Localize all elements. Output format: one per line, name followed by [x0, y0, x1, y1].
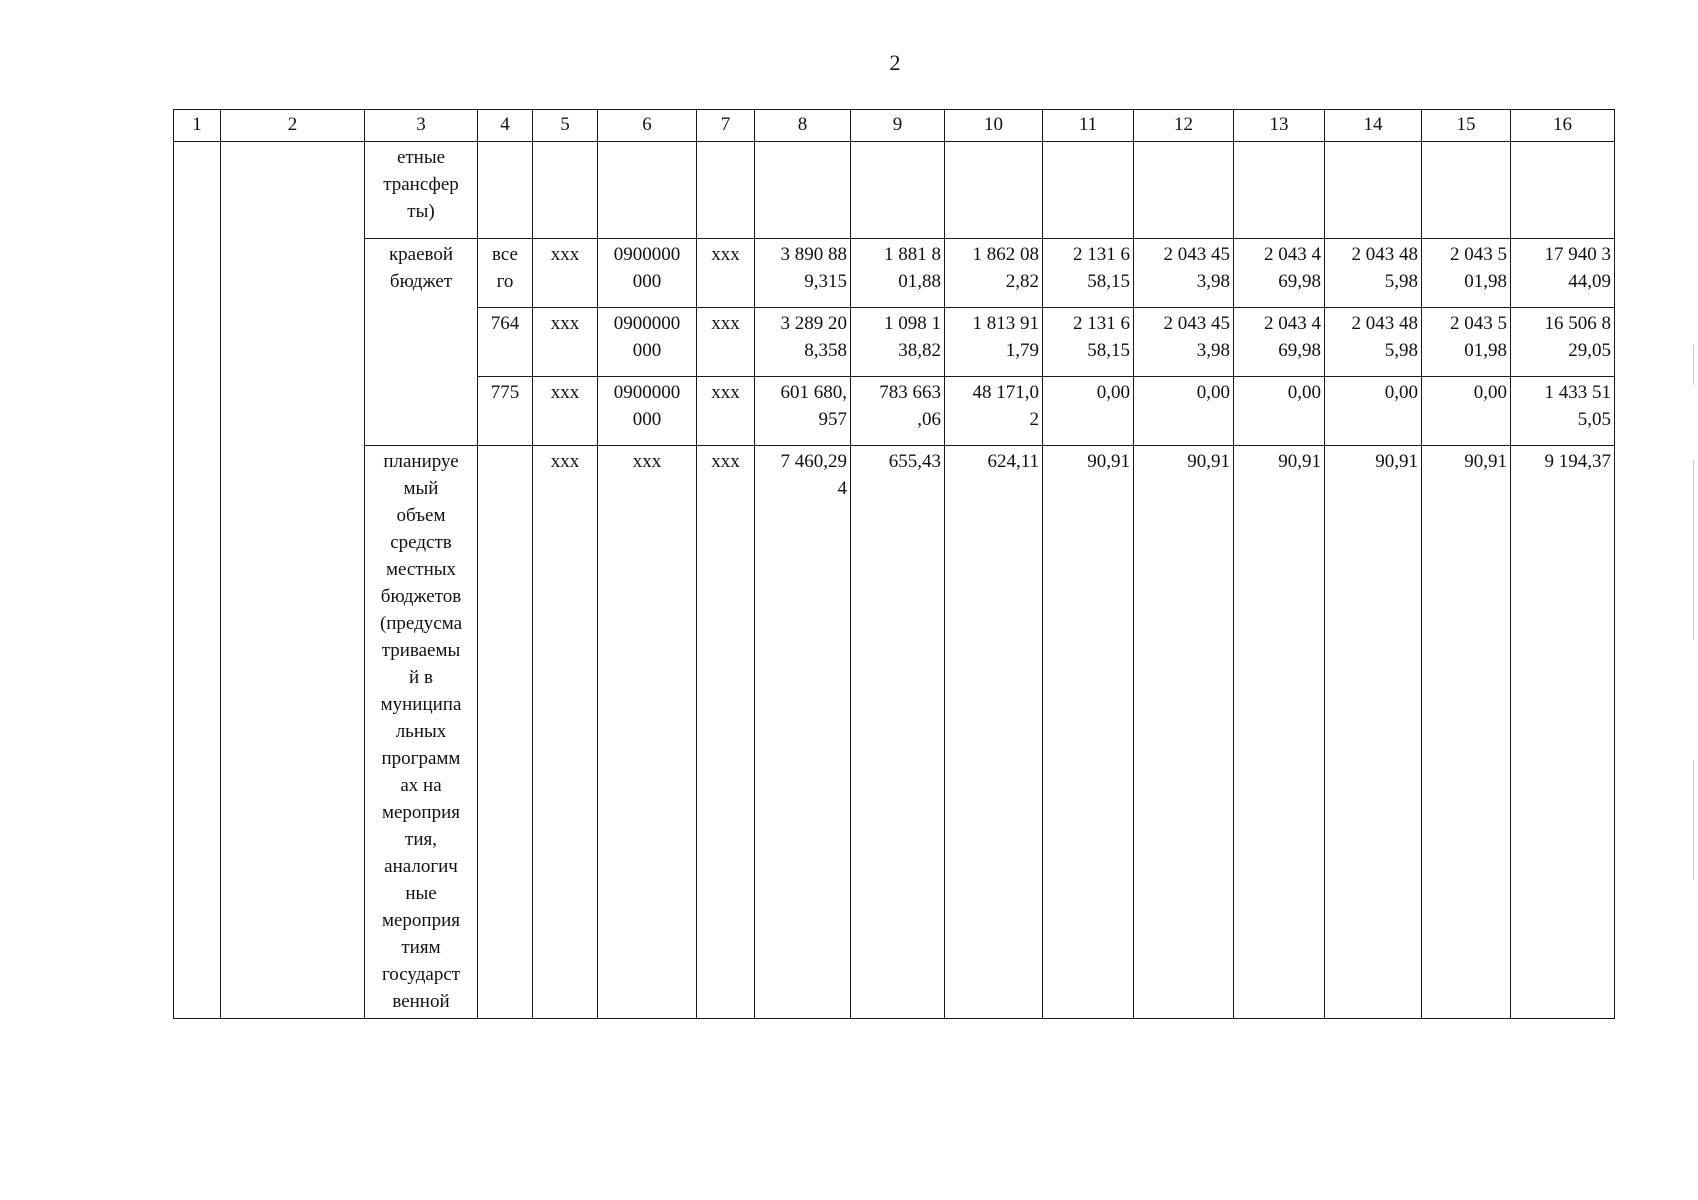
col-header-13: 13	[1234, 110, 1325, 142]
col-header-3: 3	[365, 110, 478, 142]
cell-total: 16 506 8 29,05	[1511, 308, 1615, 377]
cell-csr: xxx	[598, 446, 697, 1019]
scan-edge-mark	[1693, 760, 1694, 880]
cell-value: 90,91	[1134, 446, 1234, 1019]
cell-value: 2 043 4 69,98	[1234, 239, 1325, 308]
cell-rzpr: xxx	[533, 446, 598, 1019]
col-header-10: 10	[945, 110, 1043, 142]
cell-csr: 0900000 000	[598, 377, 697, 446]
cell-grbs	[478, 446, 533, 1019]
cell-value: 2 043 45 3,98	[1134, 239, 1234, 308]
cell-value: 90,91	[1422, 446, 1511, 1019]
transfers-tail-text: етные трансфер ты)	[365, 142, 478, 239]
cell-value: 0,00	[1134, 377, 1234, 446]
cell-vr: xxx	[697, 308, 755, 377]
col-header-4: 4	[478, 110, 533, 142]
col-header-9: 9	[851, 110, 945, 142]
col-header-2: 2	[221, 110, 365, 142]
budget-table	[173, 109, 1615, 1019]
cell-rzpr: xxx	[533, 308, 598, 377]
col-header-14: 14	[1325, 110, 1422, 142]
cell-value: 0,00	[1325, 377, 1422, 446]
cell-value: 48 171,0 2	[945, 377, 1043, 446]
col-header-7: 7	[697, 110, 755, 142]
cell-col-1	[174, 142, 221, 1019]
scan-edge-mark	[1693, 460, 1694, 640]
cell-rzpr: xxx	[533, 239, 598, 308]
cell-value: 90,91	[1043, 446, 1134, 1019]
cell-value: 7 460,29 4	[755, 446, 851, 1019]
cell-value: 2 131 6 58,15	[1043, 308, 1134, 377]
table-row-transfers-tail	[174, 142, 1615, 239]
col-header-16: 16	[1511, 110, 1615, 142]
cell-value: 2 043 5 01,98	[1422, 239, 1511, 308]
cell-rzpr: xxx	[533, 377, 598, 446]
column-number-row	[174, 110, 1615, 142]
cell-value: 0,00	[1043, 377, 1134, 446]
cell-value: 601 680, 957	[755, 377, 851, 446]
col-header-1: 1	[174, 110, 221, 142]
cell-value: 1 862 08 2,82	[945, 239, 1043, 308]
cell-value: 2 043 48 5,98	[1325, 239, 1422, 308]
col-header-5: 5	[533, 110, 598, 142]
cell-value: 783 663 ,06	[851, 377, 945, 446]
cell-value: 0,00	[1422, 377, 1511, 446]
cell-vr: xxx	[697, 446, 755, 1019]
cell-value: 2 043 5 01,98	[1422, 308, 1511, 377]
planned-local-funds-label: планируе мый объем средств местных бюджетов (предусма триваемы й в муниципа льных программ ах на мероприя тия, аналогич ные мероприя тиям государст венной	[365, 446, 478, 1019]
cell-value: 2 043 4 69,98	[1234, 308, 1325, 377]
cell-value: 2 131 6 58,15	[1043, 239, 1134, 308]
cell-vr: xxx	[697, 239, 755, 308]
cell-value: 2 043 45 3,98	[1134, 308, 1234, 377]
cell-value: 3 289 20 8,358	[755, 308, 851, 377]
cell-csr: 0900000 000	[598, 308, 697, 377]
table-row-planned-local-funds	[174, 446, 1615, 1019]
cell-total: 17 940 3 44,09	[1511, 239, 1615, 308]
cell-grbs: все го	[478, 239, 533, 308]
col-header-6: 6	[598, 110, 697, 142]
cell-value: 1 813 91 1,79	[945, 308, 1043, 377]
col-header-12: 12	[1134, 110, 1234, 142]
cell-grbs: 764	[478, 308, 533, 377]
cell-value: 624,11	[945, 446, 1043, 1019]
cell-csr: 0900000 000	[598, 239, 697, 308]
cell-value: 1 098 1 38,82	[851, 308, 945, 377]
col-header-11: 11	[1043, 110, 1134, 142]
cell-value: 1 881 8 01,88	[851, 239, 945, 308]
cell-total: 9 194,37	[1511, 446, 1615, 1019]
cell-value: 2 043 48 5,98	[1325, 308, 1422, 377]
cell-vr: xxx	[697, 377, 755, 446]
page-number: 2	[889, 50, 901, 75]
cell-value: 655,43	[851, 446, 945, 1019]
regional-budget-label: краевой бюджет	[365, 239, 478, 446]
cell-value: 90,91	[1325, 446, 1422, 1019]
cell-total: 1 433 51 5,05	[1511, 377, 1615, 446]
table-row	[174, 239, 1615, 308]
col-header-15: 15	[1422, 110, 1511, 142]
cell-grbs: 775	[478, 377, 533, 446]
cell-col-2	[221, 142, 365, 1019]
cell-value: 90,91	[1234, 446, 1325, 1019]
cell-value: 3 890 88 9,315	[755, 239, 851, 308]
cell-value: 0,00	[1234, 377, 1325, 446]
col-header-8: 8	[755, 110, 851, 142]
scan-edge-mark	[1693, 345, 1694, 385]
